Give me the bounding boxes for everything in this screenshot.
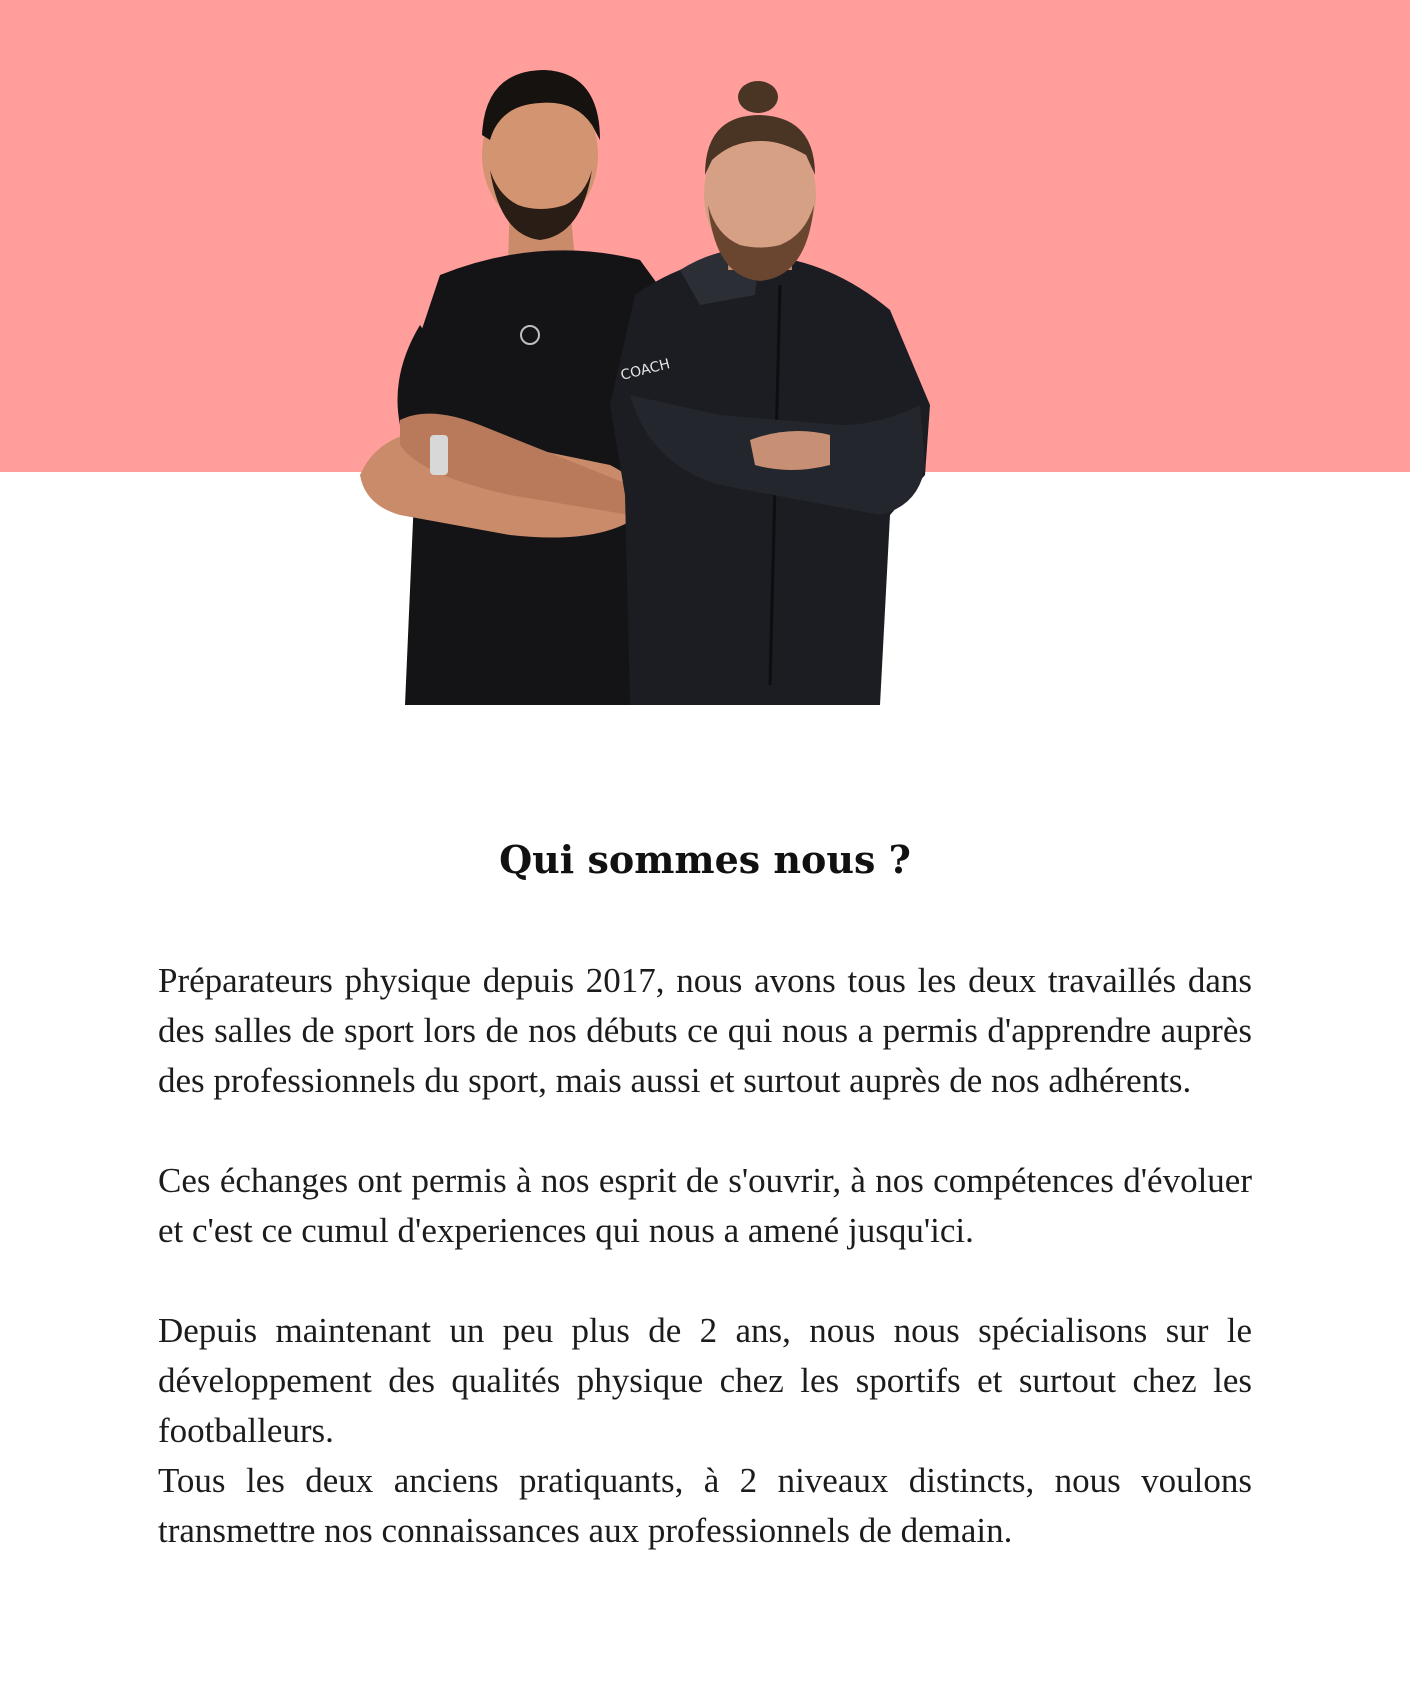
about-paragraph-4: Tous les deux anciens pratiquants, à 2 niveaux distincts, nous voulons transmettre nos connaissances aux professionnels de demain.	[158, 1461, 1252, 1550]
about-paragraph-2: Ces échanges ont permis à nos esprit de s'ouvrir, à nos compétences d'évoluer et c'est ce cumul d'experiences qui nous a amené jusqu'ici.	[158, 1161, 1252, 1250]
section-title: Qui sommes nous ?	[499, 837, 911, 882]
about-paragraph-1: Préparateurs physique depuis 2017, nous avons tous les deux travaillés dans des salles de sport lors de nos débuts ce qui nous a permis d'apprendre auprès des professionnels du sport, mais aussi et surtout auprès de nos adhérents.	[158, 961, 1252, 1100]
coaches-photo	[360, 45, 1050, 705]
right-coach	[610, 81, 930, 705]
about-paragraph-3: Depuis maintenant un peu plus de 2 ans, nous nous spécialisons sur le développement des qualités physique chez les sportifs et surtout chez les footballeurs.	[158, 1311, 1252, 1450]
about-section	[158, 830, 1252, 1556]
jacket-print-text: COACH	[619, 356, 672, 384]
